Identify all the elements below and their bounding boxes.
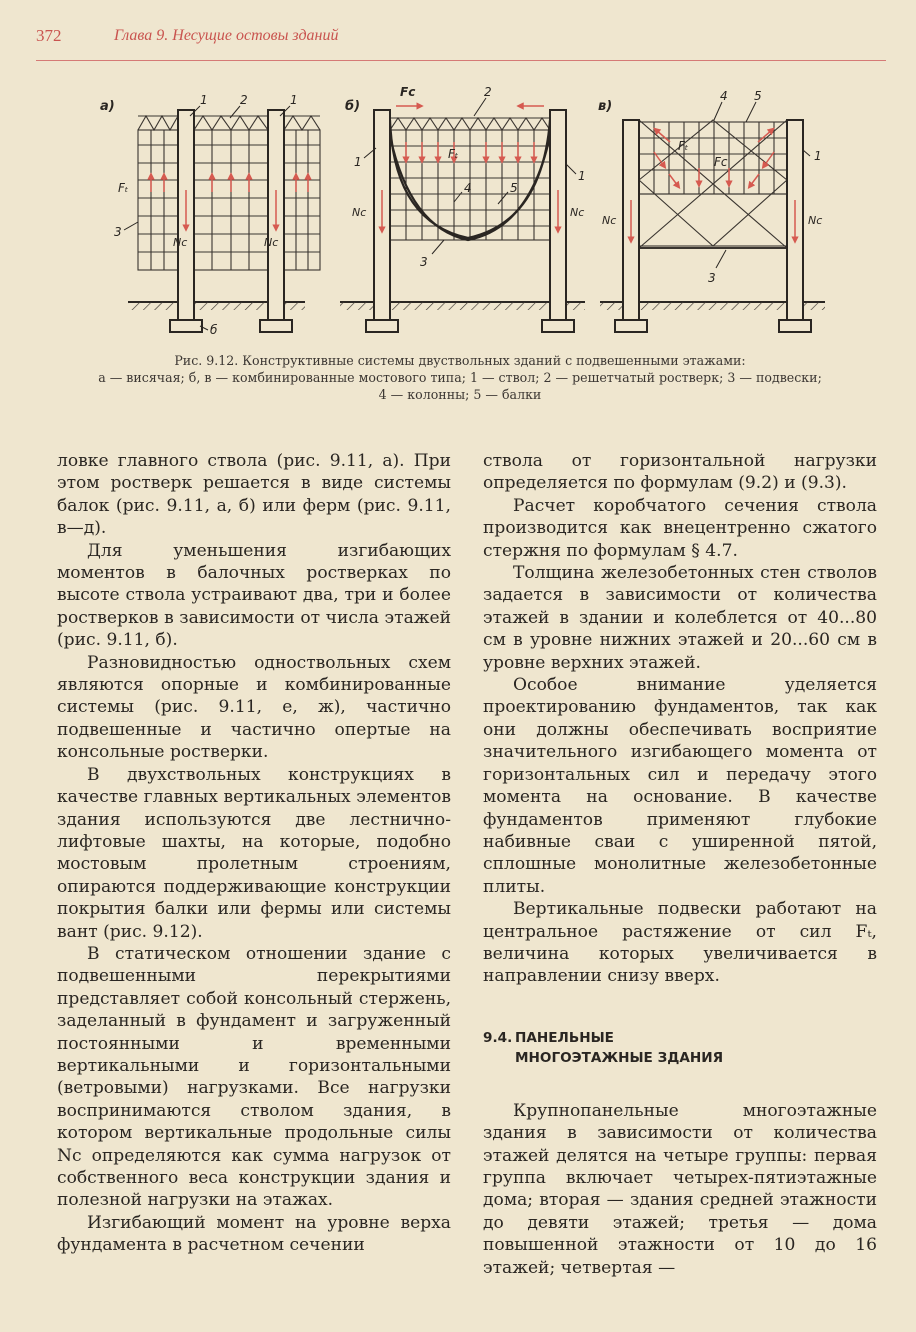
panel-c-label-4: 4 [720,89,728,103]
panel-b-label-nc-right: Nс [570,206,585,219]
panel-c-letter: в) [598,99,613,114]
paragraph: Разновидностью одноствольных схем являются опорные и комбинированные системы (рис. 9.11, е, ж), частично подвешенные и частично опертые на консольные ростверки. [57,652,451,763]
panel-a-label-1-right: 1 [290,93,298,107]
paragraph: Вертикальные подвески работают на центральное растяжение от сил Fₜ, величина которых увеличивается в направлении снизу вверх. [483,899,877,987]
panel-a [100,93,320,337]
panel-c [598,89,825,332]
caption-line: 4 — колонны; 5 — балки [378,387,542,402]
paragraph: Расчет коробчатого сечения ствола производится как внецентренно сжатого стержня по формулам § 4.7. [483,495,877,561]
panel-c-label-1: 1 [814,149,822,163]
panel-a-label-3: 3 [114,225,122,239]
running-head: Глава 9. Несущие остовы зданий [114,27,339,44]
panel-a-label-nc-left: Nс [173,236,188,249]
paragraph: Для уменьшения изгибающих моментов в балочных ростверках по высоте ствола устраивают два, три и более ростверков в зависимости от числа этажей (рис. 9.11, б). [57,540,451,651]
panel-c-label-ft: Fₜ [678,139,689,153]
paragraph: ловке главного ствола (рис. 9.11, а). При этом ростверк решается в виде системы балок (рис. 9.11, а, б) или ферм (рис. 9.11, в—д). [57,451,451,539]
figure-caption [40,352,880,403]
paragraph: Особое внимание уделяется проектированию фундаментов, так как они должны обеспечивать восприятие значительного изгибающего момента от горизонтальных сил и передачу этого момента на основание. В качестве фундаментов применяют глубокие набивные сваи с уширенной пятой, сплошные монолитные железобетонные плиты. [483,675,877,897]
panel-a-label-1-left: 1 [200,93,208,107]
panel-a-label-ft: Fₜ [118,181,129,195]
panel-b-label-3: 3 [420,255,428,269]
panel-b-label-5: 5 [510,181,518,195]
panel-b-label-2: 2 [484,85,492,99]
section-title-line-2: МНОГОЭТАЖНЫЕ ЗДАНИЯ [515,1049,724,1066]
caption-line: Рис. 9.12. Конструктивные системы двуствольных зданий с подвешенными этажами: [174,353,746,368]
panel-a-label-nc-right: Nс [264,236,279,249]
panel-b-label-1-right: 1 [578,169,586,183]
panel-c-label-5: 5 [754,89,762,103]
paragraph: ствола от горизонтальной нагрузки определяется по формулам (9.2) и (9.3). [483,451,877,494]
panel-b-label-1-left: 1 [354,155,362,169]
paragraph: Изгибающий момент на уровне верха фундамента в расчетном сечении [57,1212,451,1256]
panel-b-label-ft: Fₜ [448,147,459,161]
panel-c-label-nc-left: Nс [602,214,617,227]
panel-a-letter: а) [100,99,115,114]
section-title-line-1: ПАНЕЛЬНЫЕ [515,1029,614,1046]
paragraph: Крупнопанельные многоэтажные здания в зависимости от количества этажей делятся на четыре группы: первая группа включает четырех-пятиэтажные дома; вторая — здания средней этажности до девяти этажей; третья — дома повышенной этажности от 10 до 16 этажей; четвертая — [483,1100,877,1278]
paragraph: Толщина железобетонных стен стволов задается в зависимости от количества этажей в здании и колеблется от 40...80 см в уровне нижних этажей и 20...60 см в уровне верхних этажей. [483,563,877,673]
panel-b [340,85,586,332]
panel-b-letter: б) [345,99,361,114]
panel-c-label-3: 3 [708,271,716,285]
panel-b-label-nc-left: Nс [352,206,367,219]
panel-a-label-6: б [210,323,218,337]
caption-line: а — висячая; б, в — комбинированные мостового типа; 1 — ствол; 2 — решетчатый ростверк; 3 — подвески; [98,370,822,385]
paragraph: В статическом отношении здание с подвешенными перекрытиями представляет собой консольный стержень, заделанный в фундамент и загруженный постоянными и временными вертикальными и горизонтальными (ветровыми) нагрузками. Все нагрузки воспринимаются стволом здания, в котором вертикальные продольные силы Nс определяются как сумма нагрузок от собственного веса конструкции здания и полезной нагрузки на этажах. [57,943,451,1211]
section-heading [483,1028,877,1068]
panel-b-label-4: 4 [464,181,472,195]
panel-a-label-2: 2 [240,93,248,107]
page-number: 372 [36,26,62,45]
right-text-column [483,450,877,1279]
panel-b-label-fc: Fс [400,85,416,99]
panel-c-label-nc-right: Nс [808,214,823,227]
page-header [36,24,886,61]
section-number: 9.4. [483,1029,513,1046]
figure-9-12 [90,80,850,380]
left-text-column [57,450,451,1257]
panel-c-label-fc: Fс [714,155,728,169]
paragraph: В двухствольных конструкциях в качестве главных вертикальных элементов здания используются две лестнично-лифтовые шахты, на которые, подобно мостовым пролетным строениям, опираются поддерживающие конструкции покрытия балки или фермы или системы вант (рис. 9.12). [57,764,451,942]
